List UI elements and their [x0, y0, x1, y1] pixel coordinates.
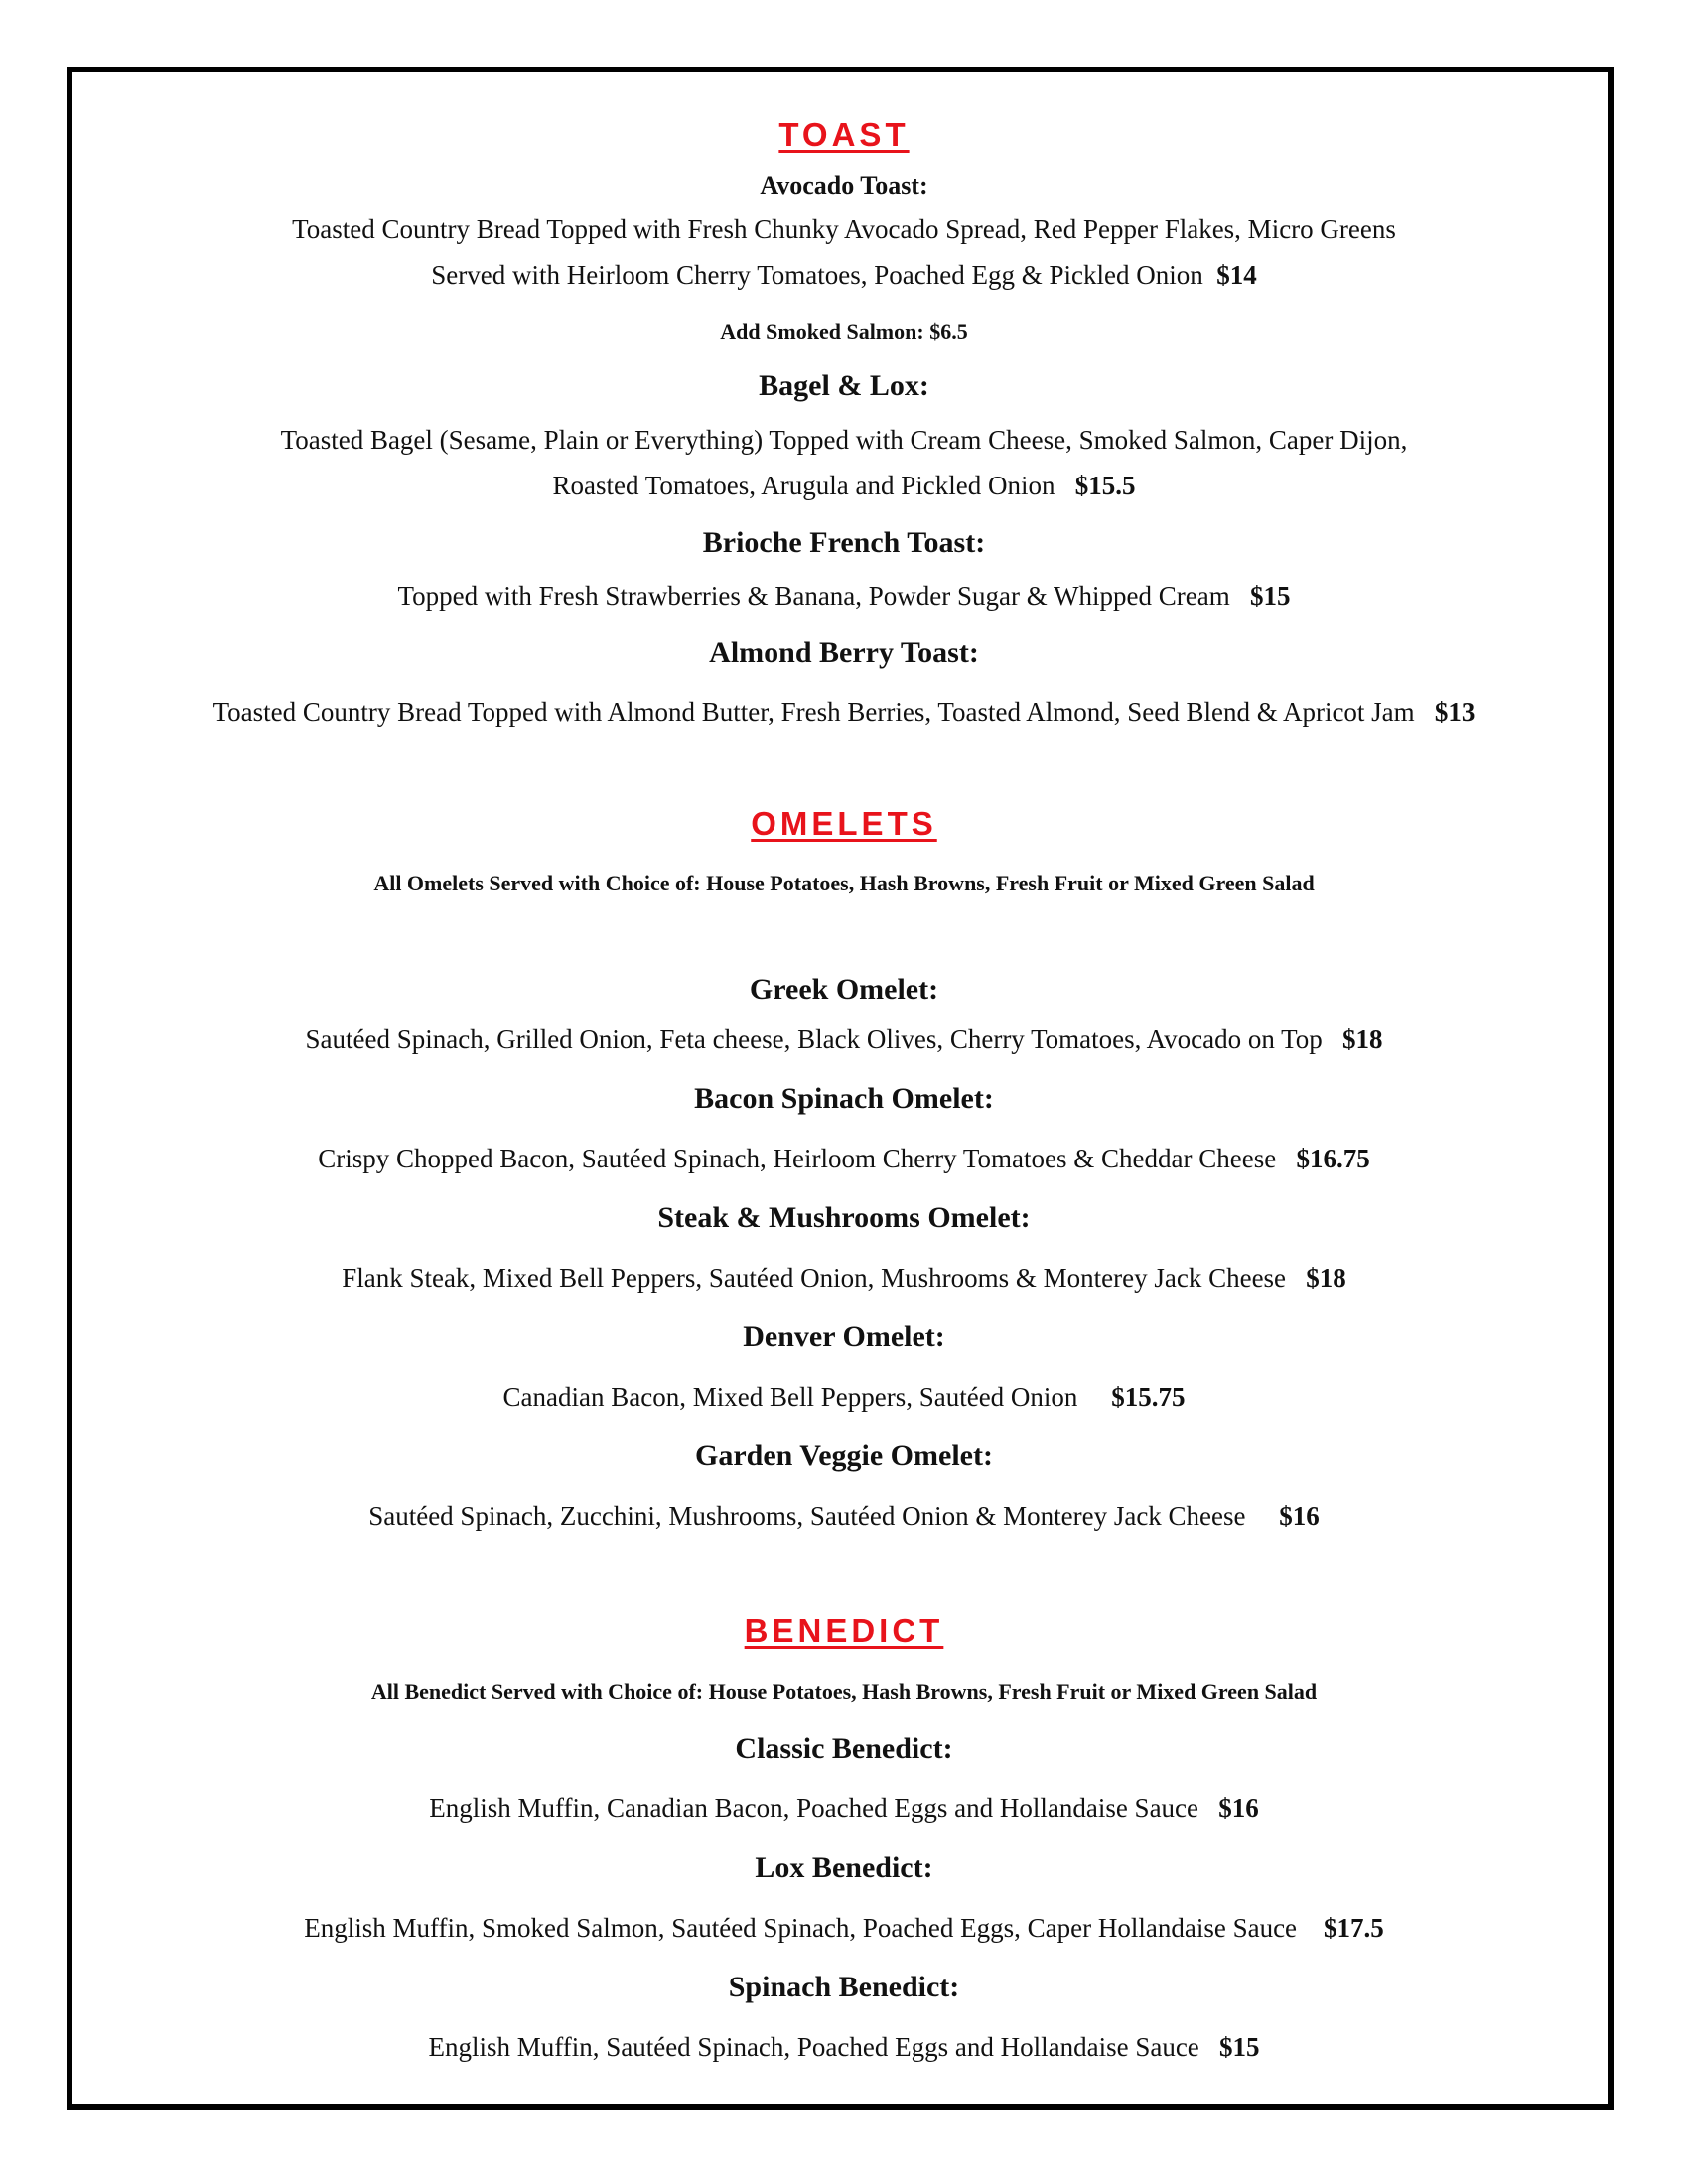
item-name-classic-benedict: Classic Benedict: [735, 1732, 953, 1765]
item-desc-bagel-lox-line2: Roasted Tomatoes, Arugula and Pickled Onion $15.5 [552, 471, 1136, 500]
item-price: $15.5 [1074, 471, 1136, 500]
item-price: $15 [1249, 581, 1291, 611]
item-price: $15 [1219, 2032, 1260, 2062]
item-desc-almond-berry-toast: Toasted Country Bread Topped with Almond Butter, Fresh Berries, Toasted Almond, Seed Blend & Apricot Jam $13 [212, 697, 1476, 727]
item-price: $18 [1342, 1024, 1383, 1054]
section-note-omelets: All Omelets Served with Choice of: House Potatoes, Hash Browns, Fresh Fruit or Mixed Green Salad [373, 871, 1315, 895]
item-desc-spinach-benedict: English Muffin, Sautéed Spinach, Poached Eggs and Hollandaise Sauce $15 [428, 2032, 1260, 2062]
item-name-spinach-benedict: Spinach Benedict: [728, 1971, 960, 2003]
item-desc-classic-benedict: English Muffin, Canadian Bacon, Poached Eggs and Hollandaise Sauce $16 [429, 1793, 1259, 1823]
item-name-steak-mushrooms-omelet: Steak & Mushrooms Omelet: [657, 1201, 1031, 1234]
item-desc-steak-mushrooms-omelet: Flank Steak, Mixed Bell Peppers, Sautéed Onion, Mushrooms & Monterey Jack Cheese $18 [342, 1263, 1346, 1293]
item-name-lox-benedict: Lox Benedict: [755, 1851, 933, 1884]
item-desc-avocado-toast-line2: Served with Heirloom Cherry Tomatoes, Poached Egg & Pickled Onion $14 [431, 260, 1257, 290]
item-name-bagel-lox: Bagel & Lox: [759, 369, 929, 402]
item-price: $16 [1279, 1501, 1320, 1531]
item-price: $15.75 [1111, 1382, 1186, 1412]
item-desc-bacon-spinach-omelet: Crispy Chopped Bacon, Sautéed Spinach, Heirloom Cherry Tomatoes & Cheddar Cheese $16.75 [318, 1144, 1370, 1173]
item-desc-brioche-french-toast: Topped with Fresh Strawberries & Banana, Powder Sugar & Whipped Cream $15 [397, 581, 1291, 611]
item-desc-avocado-toast-line1: Toasted Country Bread Topped with Fresh Chunky Avocado Spread, Red Pepper Flakes, Micro Greens [292, 214, 1396, 244]
item-name-denver-omelet: Denver Omelet: [743, 1320, 945, 1353]
item-desc-garden-veggie-omelet: Sautéed Spinach, Zucchini, Mushrooms, Sautéed Onion & Monterey Jack Cheese $16 [368, 1501, 1320, 1531]
section-note-benedict: All Benedict Served with Choice of: House Potatoes, Hash Browns, Fresh Fruit or Mixed Green Salad [370, 1679, 1318, 1704]
section-title-toast: TOAST [778, 116, 910, 153]
item-addon-smoked-salmon: Add Smoked Salmon: $6.5 [720, 319, 968, 343]
item-desc-lox-benedict: English Muffin, Smoked Salmon, Sautéed Spinach, Poached Eggs, Caper Hollandaise Sauce $17.5 [304, 1913, 1384, 1943]
section-title-omelets: OMELETS [751, 805, 937, 842]
item-name-bacon-spinach-omelet: Bacon Spinach Omelet: [694, 1082, 994, 1115]
item-price: $13 [1434, 697, 1476, 727]
item-name-greek-omelet: Greek Omelet: [749, 973, 939, 1006]
item-price: $16.75 [1296, 1144, 1370, 1173]
item-name-brioche-french-toast: Brioche French Toast: [702, 526, 986, 559]
item-price: $16 [1218, 1793, 1259, 1823]
section-title-benedict: BENEDICT [744, 1612, 944, 1649]
item-price: $17.5 [1324, 1913, 1384, 1943]
item-desc-bagel-lox-line1: Toasted Bagel (Sesame, Plain or Everything) Topped with Cream Cheese, Smoked Salmon, Caper Dijon, [280, 425, 1408, 455]
item-price: $18 [1306, 1263, 1346, 1293]
item-desc-denver-omelet: Canadian Bacon, Mixed Bell Peppers, Sautéed Onion $15.75 [502, 1382, 1186, 1412]
item-name-garden-veggie-omelet: Garden Veggie Omelet: [695, 1439, 993, 1472]
item-name-almond-berry-toast: Almond Berry Toast: [709, 636, 979, 669]
item-price: $14 [1216, 260, 1257, 290]
item-desc-greek-omelet: Sautéed Spinach, Grilled Onion, Feta cheese, Black Olives, Cherry Tomatoes, Avocado on Top $18 [305, 1024, 1383, 1054]
item-name-avocado-toast: Avocado Toast: [760, 171, 928, 200]
